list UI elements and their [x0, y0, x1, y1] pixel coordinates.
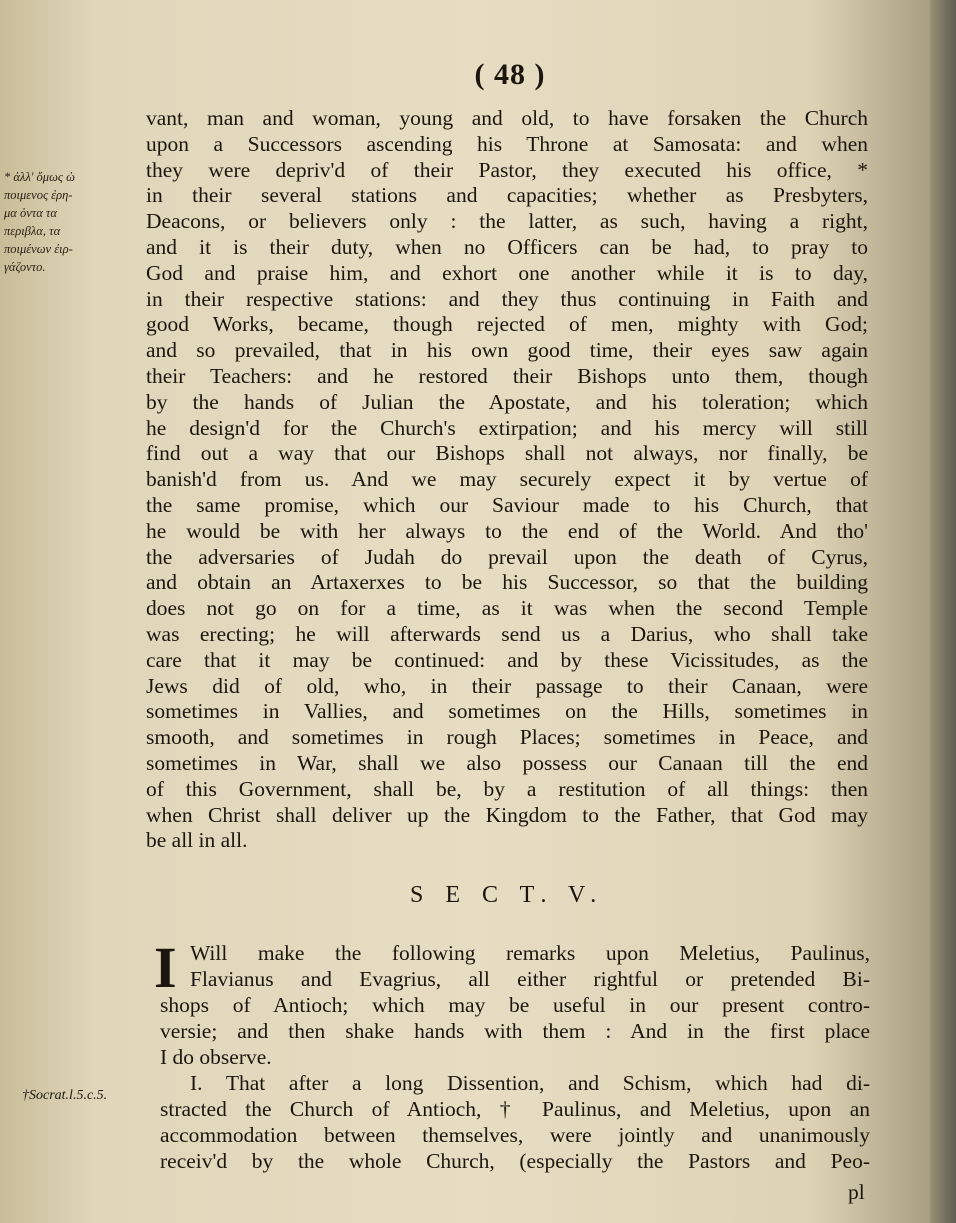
- text-line: they were depriv'd of their Pastor, they executed his office, *: [146, 157, 868, 182]
- text-line: he would be with her always to the end of the World. And tho': [146, 518, 868, 543]
- catchword: pl: [848, 1180, 865, 1204]
- text-line: versie; and then shake hands with them : And in the first place: [160, 1019, 870, 1043]
- text-line: sometimes in War, shall we also possess our Canaan till the end: [146, 750, 868, 775]
- text-line: by the hands of Julian the Apostate, and his toleration; which: [146, 389, 868, 414]
- text-line: of this Government, shall be, by a restitution of all things: then: [146, 776, 868, 801]
- text-line: Jews did of old, who, in their passage to their Canaan, were: [146, 673, 868, 698]
- section-heading: S E C T. V.: [410, 882, 605, 908]
- text-line: banish'd from us. And we may securely expect it by vertue of: [146, 467, 868, 492]
- text-line: be all in all.: [146, 828, 248, 853]
- text-line: Flavianus and Evagrius, all either rightful or pretended Bi-: [190, 967, 870, 991]
- text-line: care that it may be continued: and by these Vicissitudes, as the: [146, 647, 868, 672]
- text-line: he design'd for the Church's extirpation; and his mercy will still: [146, 415, 868, 440]
- text-line: and it is their duty, when no Officers can be had, to pray to: [146, 234, 868, 259]
- text-line: sometimes in Vallies, and sometimes on the Hills, sometimes in: [146, 699, 868, 724]
- text-line: and so prevailed, that in his own good time, their eyes saw again: [146, 338, 868, 363]
- margin-citation: †Socrat.l.5.c.5.: [22, 1088, 108, 1103]
- drop-cap: I: [154, 935, 177, 1000]
- text-line: stracted the Church of Antioch, † Paulinus, and Meletius, upon an: [160, 1097, 870, 1121]
- margin-greek-note: [4, 168, 136, 276]
- text-line: upon a Successors ascending his Throne at Samosata: and when: [146, 131, 868, 156]
- text-line: good Works, became, though rejected of men, mighty with God;: [146, 312, 868, 337]
- text-line: in their respective stations: and they thus continuing in Faith and: [146, 286, 868, 311]
- text-line: smooth, and sometimes in rough Places; sometimes in Peace, and: [146, 725, 868, 750]
- text-line: vant, man and woman, young and old, to have forsaken the Church: [146, 106, 868, 130]
- text-line: shops of Antioch; which may be useful in our present contro-: [160, 993, 870, 1017]
- text-line: Deacons, or believers only : the latter, as such, having a right,: [146, 209, 868, 234]
- text-line: I. That after a long Dissention, and Schism, which had di-: [190, 1071, 870, 1095]
- text-line: accommodation between themselves, were jointly and unanimously: [160, 1123, 870, 1147]
- text-line: when Christ shall deliver up the Kingdom to the Father, that God may: [146, 802, 868, 827]
- page-edge-shadow: [930, 0, 956, 1223]
- body-paragraph: [146, 106, 868, 854]
- text-line: God and praise him, and exhort one another while it is to day,: [146, 260, 868, 285]
- text-line: was erecting; he will afterwards send us a Darius, who shall take: [146, 621, 868, 646]
- text-line: and obtain an Artaxerxes to be his Successor, so that the building: [146, 570, 868, 595]
- margin-greek-line: γάζοντο.: [4, 260, 46, 274]
- text-line: receiv'd by the whole Church, (especially the Pastors and Peo-: [160, 1149, 870, 1173]
- text-line: their Teachers: and he restored their Bishops unto them, though: [146, 363, 868, 388]
- text-line: the adversaries of Judah do prevail upon the death of Cyrus,: [146, 544, 868, 569]
- text-line: I do observe.: [160, 1045, 272, 1069]
- section-paragraph: [154, 935, 870, 1174]
- page-number: ( 48 ): [474, 58, 546, 91]
- text-line: Will make the following remarks upon Meletius, Paulinus,: [190, 941, 870, 965]
- text-line: find out a way that our Bishops shall not always, nor finally, be: [146, 441, 868, 466]
- text-line: in their several stations and capacities; whether as Presbyters,: [146, 183, 868, 208]
- margin-greek-line: ποιμένων ἐιρ-: [4, 242, 73, 256]
- margin-greek-line: περιβλα, τα: [4, 224, 61, 238]
- margin-greek-line: ποιμενος ἐρη-: [4, 188, 73, 202]
- text-line: the same promise, which our Saviour made to his Church, that: [146, 492, 868, 517]
- margin-greek-line: * ἀλλ' ὅμως ὡ: [4, 170, 75, 184]
- margin-greek-line: μα ὀντα τα: [4, 206, 57, 220]
- text-line: does not go on for a time, as it was when the second Temple: [146, 596, 868, 621]
